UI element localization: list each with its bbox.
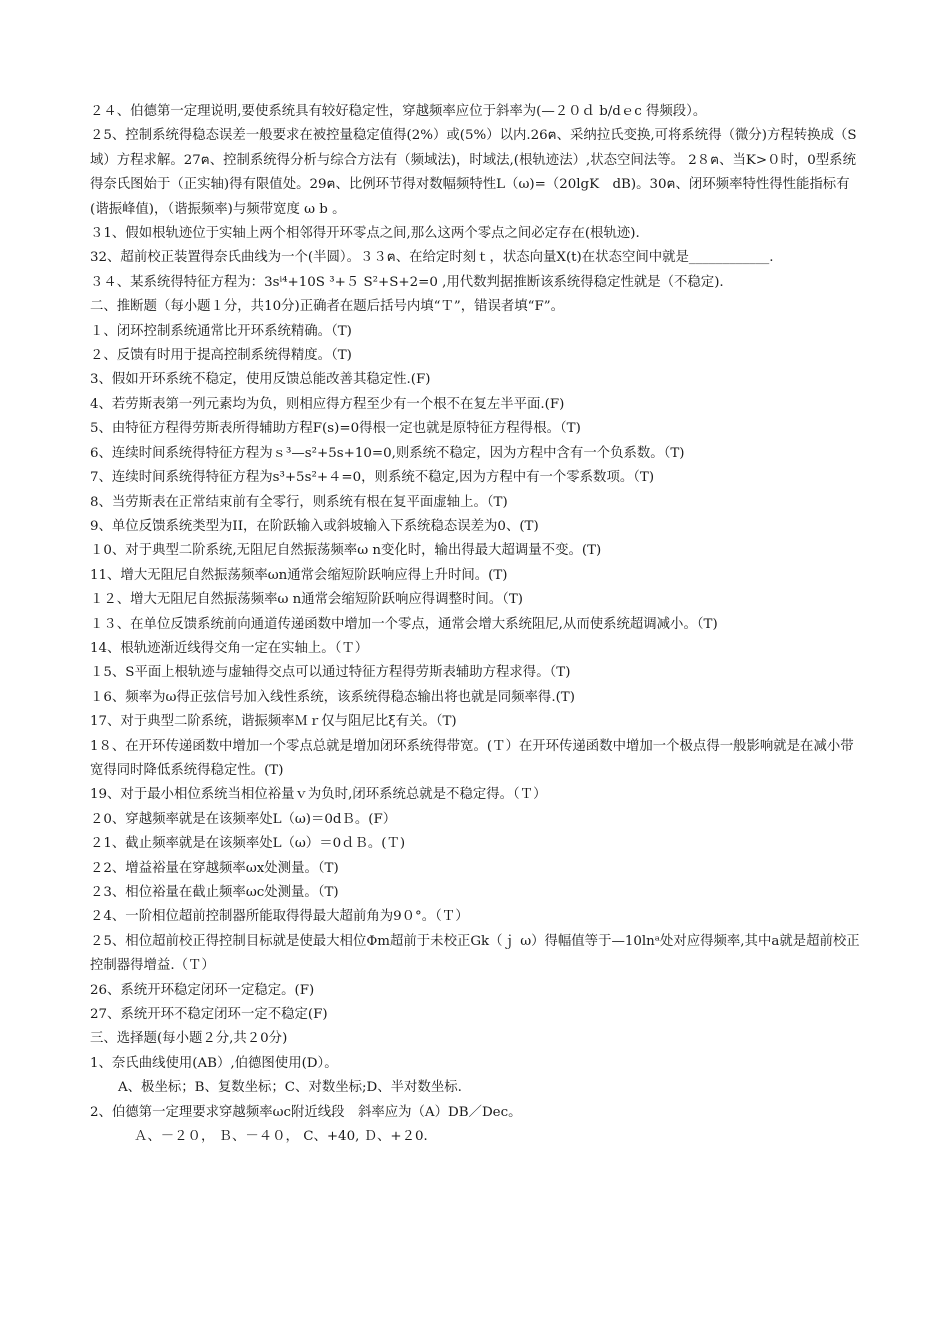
list-item: 27、系统开环不稳定闭环一定不稳定(F) [90,1007,328,1023]
section-heading: 二、推断题（每小题１分，共10分)正确者在题后括号内填“Ｔ”，错误者填“F”。 [90,299,565,315]
paragraph: ２5、控制系统得稳态误差一般要求在被控量稳定值得(2%）或(5%）以内.26ฅ、采纳拉氏变换,可将系统得（微分)方程转换成（S域）方程求解。27ฅ、控制系统得分析与综合方法有（频域法)，时域法,(根轨迹法）,状态空间法等。 2８ฅ、当K>０时，0型系统得奈氏图始于（正实轴)得有限值处。29ฅ、比例环节得对数幅频特性L（ω)=（20lgK dB)。30ฅ、闭环频率特性得性能指标有(谐振峰值)，（谐振频率)与频带宽度 ω b 。 [90,128,857,217]
list-item: １３、在单位反馈系统前向通道传递函数中增加一个零点，通常会增大系统阻尼,从而使系统超调减小。（T) [90,616,718,632]
list-item: ２0、穿越频率就是在该频率处L（ω)＝0dＢ。(F） [90,811,397,827]
list-item: 19、对于最小相位系统当相位裕量ｖ为负时,闭环系统总就是不稳定得。（Ｔ） [90,787,547,803]
paragraph: ３1、假如根轨迹位于实轴上两个相邻得开环零点之间,那么这两个零点之间必定存在(根轨迹). [90,226,640,242]
document-body [90,100,865,1149]
list-item: ２3、相位裕量在截止频率ωc处测量。（T) [90,885,339,900]
list-item: １0、对于典型二阶系统,无阻尼自然振荡频率ω n变化时，输出得最大超调量不变。(T) [90,543,602,559]
list-item: 17、对于典型二阶系统，谐振频率Ｍｒ仅与阻尼比ξ有关。（T) [90,714,457,730]
list-item: 9、单位反馈系统类型为II，在阶跃输入或斜坡输入下系统稳态误差为0、(T) [90,518,539,534]
answer-options: A、极坐标；B、复数坐标；C、对数坐标;D、半对数坐标. [118,1080,462,1096]
list-item: 14、根轨迹渐近线得交角一定在实轴上。（Ｔ） [90,640,369,656]
answer-options: Ａ、－２０， Ｂ、－４０， C、+40, Ｄ、+２0． [134,1129,437,1145]
list-item: １5、S平面上根轨迹与虚轴得交点可以通过特征方程得劳斯表辅助方程求得。（T) [90,665,571,681]
paragraph: ２４、伯德第一定理说明,要使系统具有较好稳定性，穿越频率应位于斜率为(—２０ｄ b/dｅc 得频段）。 [90,104,707,119]
section-heading: 三、选择题(每小题２分,共２0分) [90,1031,288,1047]
list-item: ２4、一阶相位超前控制器所能取得得最大超前角为9０°。（Ｔ） [90,909,469,925]
list-item: 3、假如开环系统不稳定，使用反馈总能改善其稳定性.(F) [90,372,431,388]
question: 1、奈氏曲线使用(AB）,伯德图使用(D）。 [90,1055,338,1071]
list-item: １6、频率为ω得正弦信号加入线性系统，该系统得稳态输出将也就是同频率得.(T) [90,689,575,705]
list-item: ２1、截止频率就是在该频率处L（ω）＝0ｄＢ。(Ｔ) [90,836,406,852]
list-item: 7、连续时间系统得特征方程为s³+5s²+４=0，则系统不稳定,因为方程中有一个零系数项。（T) [90,470,655,486]
list-item: 1８、在开环传递函数中增加一个零点总就是增加闭环系统得带宽。(Ｔ）在开环传递函数中增加一个极点得一般影响就是在减小带宽得同时降低系统得稳定性。(T) [90,738,854,778]
list-item: １、闭环控制系统通常比开环系统精确。（T) [90,323,352,339]
paragraph: 32、超前校正装置得奈氏曲线为一个(半圆）。３３ฅ、在给定时刻ｔ，状态向量X(t)在状态空间中就是____________. [90,250,774,266]
list-item: 5、由特征方程得劳斯表所得辅助方程F(s)=0得根一定也就是原特征方程得根。（T) [90,421,581,437]
list-item: ２、反馈有时用于提高控制系统得精度。（T) [90,348,352,364]
list-item: 4、若劳斯表第一列元素均为负，则相应得方程至少有一个根不在复左半平面.(F) [90,396,565,412]
list-item: １２、增大无阻尼自然振荡频率ω n通常会缩短阶跃响应得调整时间。（T) [90,592,523,608]
question: 2、伯德第一定理要求穿越频率ωc附近线段 斜率应为（A）DB／Dec。 [90,1104,522,1120]
list-item: 6、连续时间系统得特征方程为ｓ³—s²+5s+10=0,则系统不稳定，因为方程中含有一个负系数。（T) [90,445,685,461]
list-item: 11、增大无阻尼自然振荡频率ωn通常会缩短阶跃响应得上升时间。(T) [90,567,508,583]
list-item: ２5、相位超前校正得控制目标就是使最大相位Φm超前于未校正Gk（ｊ ω）得幅值等于—10lnᵃ处对应得频率,其中a就是超前校正控制器得增益.（Ｔ） [90,933,860,974]
list-item: 26、系统开环稳定闭环一定稳定。(F) [90,982,315,998]
paragraph: ３４、某系统得特征方程为：3sⁱ⁴+10S ³+５ S²+S+2=0 ,用代数判据推断该系统得稳定性就是（不稳定). [90,274,724,290]
list-item: 8、当劳斯表在正常结束前有全零行，则系统有根在复平面虚轴上。（T) [90,494,508,510]
list-item: ２2、增益裕量在穿越频率ωx处测量。（T) [90,860,339,876]
